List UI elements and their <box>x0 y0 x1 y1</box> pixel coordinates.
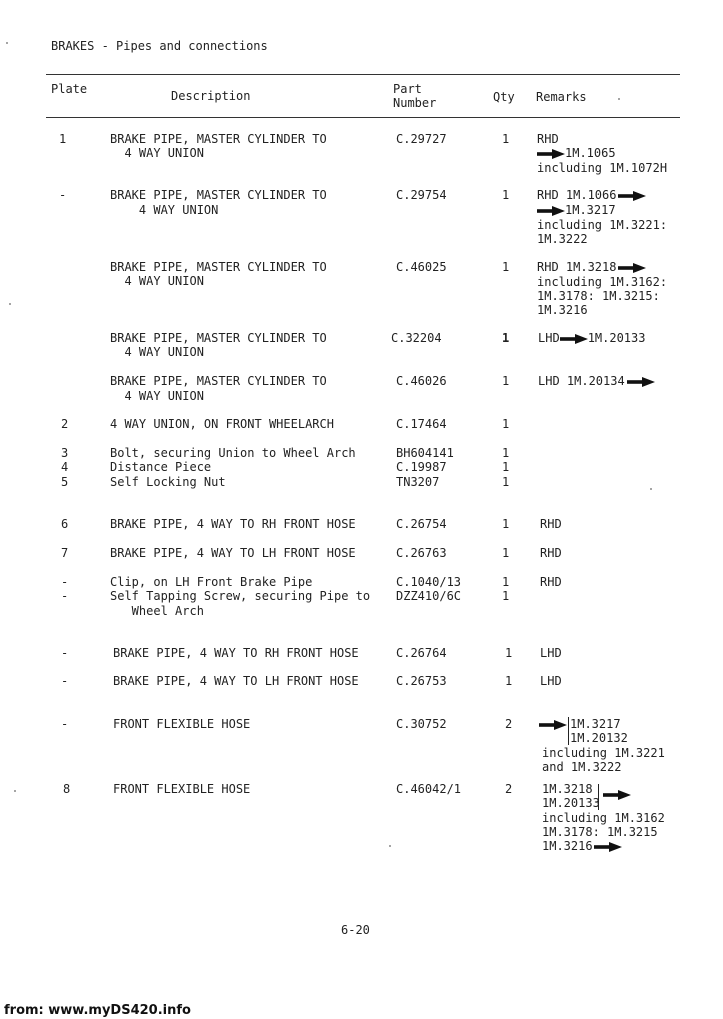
row-qty: 2 <box>505 782 513 796</box>
row-remark-text: RHD 1M.3218 <box>537 260 617 274</box>
scan-speck <box>618 98 620 100</box>
row-description: 4 WAY UNION, ON FRONT WHEELARCH <box>110 417 334 431</box>
row-remark <box>537 188 646 203</box>
scan-speck <box>9 303 11 305</box>
row-part-number: C.46025 <box>396 260 447 274</box>
row-part-number: C.19987 <box>396 460 447 474</box>
row-description-cont: 4 WAY UNION <box>110 146 204 160</box>
row-description: BRAKE PIPE, 4 WAY TO RH FRONT HOSE <box>113 646 359 660</box>
row-part-number: C.29727 <box>396 132 447 146</box>
row-remark-text: LHD 1M.20134 <box>538 374 625 388</box>
scan-speck <box>6 42 8 44</box>
row-part-number: C.1040/13 <box>396 575 462 589</box>
row-remark: including 1M.3221: <box>537 218 668 232</box>
row-description: BRAKE PIPE, MASTER CYLINDER TO <box>110 132 327 146</box>
page-number: 6-20 <box>341 923 370 937</box>
header-qty: Qty <box>493 90 515 104</box>
row-plate: - <box>61 646 69 660</box>
row-plate: 6 <box>61 517 69 531</box>
row-qty: 1 <box>502 589 510 603</box>
row-plate: - <box>61 589 69 603</box>
header-part-line2: Number <box>393 96 437 110</box>
row-plate: - <box>61 674 69 688</box>
row-qty: 1 <box>502 475 510 489</box>
row-qty: 1 <box>502 374 510 388</box>
row-remark <box>537 146 616 161</box>
row-description-cont: 4 WAY UNION <box>110 203 219 217</box>
arrow-right-icon <box>537 149 565 159</box>
row-description: Self Locking Nut <box>110 475 226 489</box>
header-bottom-rule <box>46 117 680 118</box>
row-remark: RHD <box>537 132 559 146</box>
row-remark: 1M.3218 <box>542 782 593 796</box>
row-qty: 1 <box>502 546 510 560</box>
row-qty: 1 <box>502 132 510 146</box>
row-description-cont: 4 WAY UNION <box>110 345 204 359</box>
arrow-right-icon <box>618 263 646 273</box>
row-qty: 1 <box>502 517 510 531</box>
row-remark-text: 1M.20133 <box>587 331 646 345</box>
row-description: FRONT FLEXIBLE HOSE <box>113 717 251 731</box>
row-remark: 1M.3217 <box>570 717 621 731</box>
row-qty: 1 <box>505 674 513 688</box>
row-plate: 7 <box>61 546 69 560</box>
header-remarks: Remarks <box>536 90 587 104</box>
row-remark: RHD <box>540 546 562 560</box>
row-remark: 1M.3222 <box>537 232 588 246</box>
row-remark-text: RHD 1M.1066 <box>537 188 617 202</box>
row-remark: 1M.3216 <box>537 303 588 317</box>
row-remark: RHD <box>540 517 562 531</box>
row-part-number: TN3207 <box>396 475 440 489</box>
row-remark: LHD <box>540 674 562 688</box>
arrow-right-icon <box>560 334 588 344</box>
row-description-cont: Wheel Arch <box>110 604 204 618</box>
row-description: Self Tapping Screw, securing Pipe to <box>110 589 371 603</box>
row-remark: including 1M.1072H <box>537 161 668 175</box>
header-part-line1: Part <box>393 82 422 96</box>
arrow-right-icon <box>594 842 622 852</box>
row-remark: 1M.3178: 1M.3215 <box>542 825 658 839</box>
arrow-right-icon <box>539 719 567 734</box>
row-plate: - <box>61 717 69 731</box>
row-description-cont: 4 WAY UNION <box>110 389 204 403</box>
row-part-number: C.26764 <box>396 646 447 660</box>
row-qty: 1 <box>502 446 510 460</box>
row-qty: 1 <box>505 646 513 660</box>
row-qty: 1 <box>502 331 510 345</box>
row-description: BRAKE PIPE, MASTER CYLINDER TO <box>110 260 327 274</box>
header-plate: Plate <box>51 82 88 96</box>
row-remark <box>538 374 655 389</box>
row-qty: 1 <box>502 417 510 431</box>
scan-speck <box>389 845 391 847</box>
row-part-number: C.46026 <box>396 374 447 388</box>
row-description: Bolt, securing Union to Wheel Arch <box>110 446 356 460</box>
row-remark: LHD <box>540 646 562 660</box>
row-remark <box>538 331 645 346</box>
row-description: BRAKE PIPE, 4 WAY TO RH FRONT HOSE <box>110 517 356 531</box>
arrow-right-icon <box>618 191 646 201</box>
bracket-line <box>568 717 569 745</box>
row-remark: 1M.3178: 1M.3215: <box>537 289 660 303</box>
row-remark: including 1M.3221 <box>542 746 665 760</box>
scan-speck <box>14 790 16 792</box>
row-part-number: C.30752 <box>396 717 447 731</box>
row-remark <box>537 260 646 275</box>
scan-speck <box>650 488 652 490</box>
row-description: Distance Piece <box>110 460 212 474</box>
row-remark: 1M.20132 <box>570 731 628 745</box>
arrow-right-icon <box>627 377 655 387</box>
row-part-number: C.46042/1 <box>396 782 462 796</box>
source-footer: from: www.myDS420.info <box>4 1003 191 1018</box>
row-description: BRAKE PIPE, MASTER CYLINDER TO <box>110 374 327 388</box>
row-description: BRAKE PIPE, MASTER CYLINDER TO <box>110 331 327 345</box>
row-description: BRAKE PIPE, 4 WAY TO LH FRONT HOSE <box>113 674 359 688</box>
row-remark: including 1M.3162 <box>542 811 665 825</box>
row-plate: 1 <box>59 132 67 146</box>
row-plate: - <box>61 575 69 589</box>
row-remark-text: 1M.3217 <box>565 203 616 217</box>
row-description: BRAKE PIPE, MASTER CYLINDER TO <box>110 188 327 202</box>
header-top-rule <box>46 74 680 75</box>
row-part-number: C.26753 <box>396 674 447 688</box>
row-plate: 4 <box>61 460 69 474</box>
row-remark-text: LHD <box>538 331 560 345</box>
row-plate: 8 <box>63 782 71 796</box>
row-remark: including 1M.3162: <box>537 275 668 289</box>
row-part-number: C.32204 <box>391 331 442 345</box>
row-remark: and 1M.3222 <box>542 760 622 774</box>
page-title: BRAKES - Pipes and connections <box>51 39 268 53</box>
row-remark: 1M.20133 <box>542 796 600 810</box>
row-qty: 1 <box>502 260 510 274</box>
row-description: Clip, on LH Front Brake Pipe <box>110 575 313 589</box>
row-description-cont: 4 WAY UNION <box>110 274 204 288</box>
row-plate: - <box>59 188 67 202</box>
row-qty: 1 <box>502 460 510 474</box>
header-description: Description <box>171 89 251 103</box>
row-qty: 1 <box>502 188 510 202</box>
row-part-number: C.17464 <box>396 417 447 431</box>
row-part-number: C.29754 <box>396 188 447 202</box>
row-remark: RHD <box>540 575 562 589</box>
arrow-right-icon <box>537 206 565 216</box>
row-remark-text: 1M.1065 <box>565 146 616 160</box>
row-plate: 2 <box>61 417 69 431</box>
row-qty: 1 <box>502 575 510 589</box>
row-plate: 3 <box>61 446 69 460</box>
row-part-number: C.26763 <box>396 546 447 560</box>
row-part-number: BH604141 <box>396 446 454 460</box>
row-plate: 5 <box>61 475 69 489</box>
row-remark <box>537 203 616 218</box>
row-description: FRONT FLEXIBLE HOSE <box>113 782 251 796</box>
row-description: BRAKE PIPE, 4 WAY TO LH FRONT HOSE <box>110 546 356 560</box>
arrow-right-icon <box>603 789 631 804</box>
row-qty: 2 <box>505 717 513 731</box>
row-remark <box>542 839 622 854</box>
row-remark-text: 1M.3216 <box>542 839 593 853</box>
row-part-number: C.26754 <box>396 517 447 531</box>
row-part-number: DZZ410/6C <box>396 589 462 603</box>
